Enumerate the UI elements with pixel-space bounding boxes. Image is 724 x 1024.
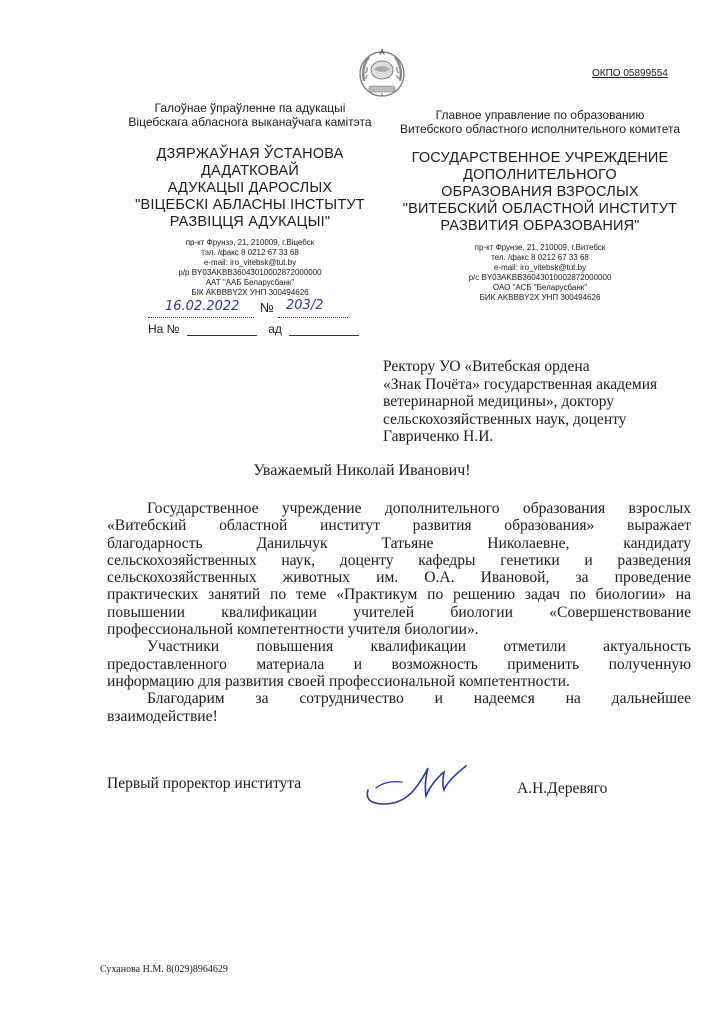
body-line: информацию для развития своей профессиональной компетентности. (107, 672, 570, 690)
body-paragraph (107, 690, 691, 725)
body-line: «Витебский областной институт развития образования» выражает (107, 517, 691, 535)
parent-org-be (110, 101, 390, 129)
reference-number-label: На № (148, 322, 180, 336)
body-line: профессиональной компетентности учителя биологии». (107, 621, 479, 639)
body-line: повышении квалификации учителей биологии «Совершенствование (107, 603, 691, 621)
institution-ru-line: ДОПОЛНИТЕЛЬНОГО (463, 167, 617, 183)
contact-ru-line: e-mail: iro_vitebsk@tut.by (493, 263, 587, 272)
handwritten-signature (362, 760, 480, 808)
institution-ru-line: РАЗВИТИЯ ОБРАЗОВАНИЯ" (440, 218, 640, 234)
body-line: сельскохозяйственных наук, доценту кафедры генетики и разведения (107, 551, 691, 569)
contact-ru-line: р/с BY03AKBB36043010002872000000 (468, 273, 612, 282)
contact-be-line: р/р BY03AKBB36043010002872000000 (178, 268, 322, 277)
body-line: практических занятий по теме «Практикум по решению задач по биологии» на (107, 586, 691, 604)
addressee-line: Гавриченко Н.И. (383, 428, 494, 445)
signer-title: Первый проректор института (107, 775, 302, 792)
contacts-ru (385, 243, 695, 303)
institution-ru-line: ГОСУДАРСТВЕННОЕ УЧРЕЖДЕНИЕ (411, 150, 669, 166)
institution-ru-line: ОБРАЗОВАНИЯ ВЗРОСЛЫХ (441, 184, 639, 200)
registration-number: 203/2 (286, 298, 324, 313)
number-underline (278, 317, 348, 318)
parent-org-ru (385, 108, 695, 136)
institution-be-line: ДЗЯРЖАЎНАЯ ЎСТАНОВА (156, 146, 344, 162)
institution-ru-line: "ВИТЕБСКИЙ ОБЛАСТНОЙ ИНСТИТУТ (402, 201, 678, 217)
contact-be-line: ААТ "ААБ Беларусбанк" (205, 278, 295, 287)
body-line: Благодарим за сотрудничество и надеемся на дальнейшее (147, 690, 691, 708)
body-paragraph (107, 638, 691, 690)
body-line: предоставленного материала и возможность применить полученную (107, 655, 691, 673)
body-line: взаимодействие! (107, 707, 218, 725)
contact-ru-line: БИК AKBBBY2X УНП 300494626 (479, 293, 601, 302)
contact-ru-line: тел. /факс 8 0212 67 33 68 (491, 253, 589, 262)
parent-org-ru-line: Витебского областного исполнительного комитета (399, 122, 681, 136)
okpo-code: ОКПО 05899554 (592, 68, 668, 79)
contacts-be (110, 238, 390, 298)
contact-be-line: пр-кт Фрунзэ, 21, 210009, г.Віцебск (185, 238, 315, 247)
contact-be-line: БІК AKBBBY2X УНП 300494626 (191, 288, 309, 297)
contact-ru-line: ОАО "АСБ "Беларусбанк" (492, 283, 588, 292)
letter-body (107, 500, 691, 725)
addressee-block (383, 358, 683, 446)
body-paragraph (107, 500, 691, 638)
executor-contact: Суханова Н.М. 8(029)8964629 (100, 964, 228, 975)
contact-be-line: тэл. /факс 8 0212 67 33 68 (201, 248, 299, 257)
body-line: благодарность Данильчук Татьяне Николаевне, кандидату (107, 534, 691, 552)
parent-org-be-line: Віцебскага абласнога выканаўчага камітэта (128, 115, 372, 129)
institution-name-be (110, 146, 390, 231)
registration-date: 16.02.2022 (165, 299, 240, 314)
reference-number-blank (187, 325, 257, 336)
body-line: сельскохозяйственных животных им. О.А. Ивановой, за проведение (107, 569, 691, 587)
reference-row (148, 322, 359, 336)
signer-name: А.Н.Деревяго (517, 780, 608, 797)
salutation: Уважаемый Николай Иванович! (253, 462, 471, 479)
addressee-line: «Знак Почёта» государственная академия (383, 375, 658, 393)
registration-number-label: № (260, 300, 274, 315)
institution-be-line: РАЗВІЦЦЯ АДУКАЦЫІ" (169, 214, 331, 230)
reference-date-blank (289, 325, 359, 336)
date-underline (148, 317, 254, 318)
addressee-line: сельскохозяйственных наук, доценту (383, 410, 627, 428)
body-line: Участники повышения квалификации отметили актуальность (147, 638, 691, 656)
institution-be-line: ДАДАТКОВАЙ (200, 163, 300, 179)
contact-ru-line: пр-кт Фрунзе, 21, 210009, г.Витебск (474, 243, 606, 252)
parent-org-ru-line: Главное управление по образованию (435, 108, 645, 122)
parent-org-be-line: Галоўнае ўпраўленне па адукацыі (154, 101, 346, 115)
state-emblem-icon (355, 45, 409, 99)
body-line: Государственное учреждение дополнительного образования взрослых (147, 500, 691, 517)
institution-name-ru (385, 150, 695, 235)
addressee-line: ветеринарной медицины», доктору (383, 393, 614, 410)
reference-date-label: ад (268, 322, 282, 336)
addressee-line: Ректору УО «Витебская ордена (383, 358, 590, 375)
contact-be-line: e-mail: iro_vitebsk@tut.by (203, 258, 297, 267)
institution-be-line: "ВІЦЕБСКІ АБЛАСНЫ ІНСТЫТУТ (135, 197, 365, 213)
institution-be-line: АДУКАЦЫІ ДАРОСЛЫХ (167, 180, 333, 196)
